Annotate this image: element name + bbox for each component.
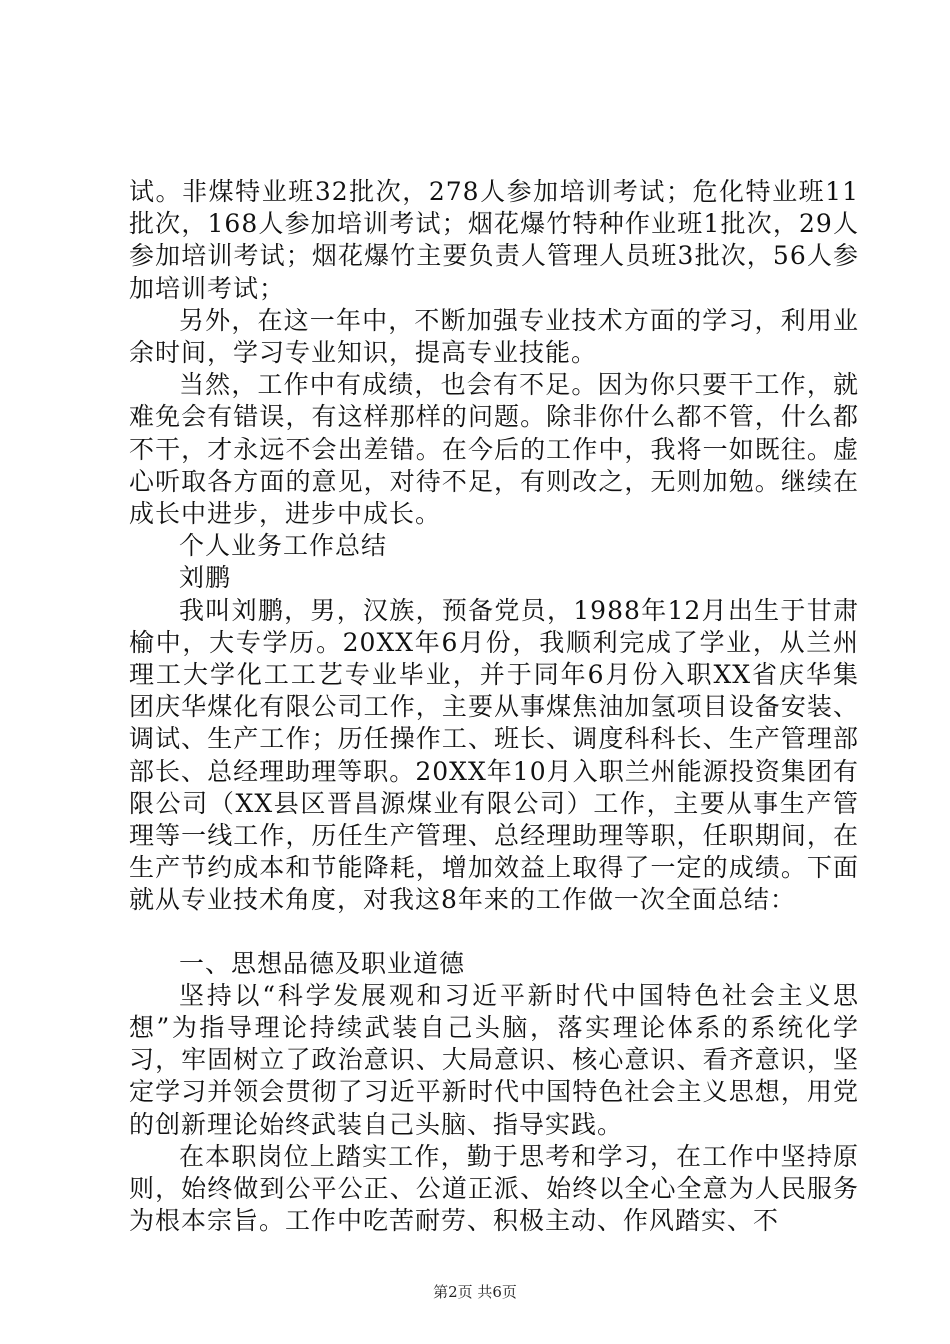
paragraph: 试。非煤特业班32批次，278人参加培训考试；危化特业班11批次，168人参加培训考试；烟花爆竹特种作业班1批次，29人参加培训考试；烟花爆竹主要负责人管理人员班3批次，56人参加培训考试； (129, 177, 859, 303)
paragraph: 在本职岗位上踏实工作，勤于思考和学习，在工作中坚持原则，始终做到公平公正、公道正派、始终以全心全意为人民服务为根本宗旨。工作中吃苦耐劳、积极主动、作风踏实、不 (129, 1141, 859, 1236)
paragraph: 坚持以“科学发展观和习近平新时代中国特色社会主义思想”为指导理论持续武装自己头脑，落实理论体系的系统化学习，牢固树立了政治意识、大局意识、核心意识、看齐意识，坚定学习并领会贯彻了习近平新时代中国特色社会主义思想，用党的创新理论始终武装自己头脑、指导实践。 (129, 980, 859, 1139)
paragraph: 当然，工作中有成绩，也会有不足。因为你只要干工作，就难免会有错误，有这样那样的问题。除非你什么都不管，什么都不干，才永远不会出差错。在今后的工作中，我将一如既往。虚心听取各方面的意见，对待不足，有则改之，无则加勉。继续在成长中进步，进步中成长。 (129, 370, 859, 529)
document-body (129, 176, 859, 1238)
blank-line (129, 917, 859, 948)
section-heading: 一、思想品德及职业道德 (179, 948, 466, 978)
page-footer: 第2页 共6页 (433, 1283, 517, 1301)
section-title: 个人业务工作总结 (179, 531, 388, 561)
paragraph: 另外，在这一年中，不断加强专业技术方面的学习，利用业余时间，学习专业知识，提高专业技能。 (129, 305, 859, 368)
author-name: 刘鹏 (179, 563, 232, 593)
paragraph: 我叫刘鹏，男，汉族，预备党员，1988年12月出生于甘肃榆中，大专学历。20XX年6月份，我顺利完成了学业，从兰州理工大学化工工艺专业毕业，并于同年6月份入职XX省庆华集团庆华煤化有限公司工作，主要从事煤焦油加氢项目设备安装、调试、生产工作；历任操作工、班长、调度科科长、生产管理部部长、总经理助理等职。20XX年10月入职兰州能源投资集团有限公司（XX县区晋昌源煤业有限公司）工作，主要从事生产管理等一线工作，历任生产管理、总经理助理等职，任职期间，在生产节约成本和节能降耗，增加效益上取得了一定的成绩。下面就从专业技术角度，对我这8年来的工作做一次全面总结： (129, 595, 859, 915)
